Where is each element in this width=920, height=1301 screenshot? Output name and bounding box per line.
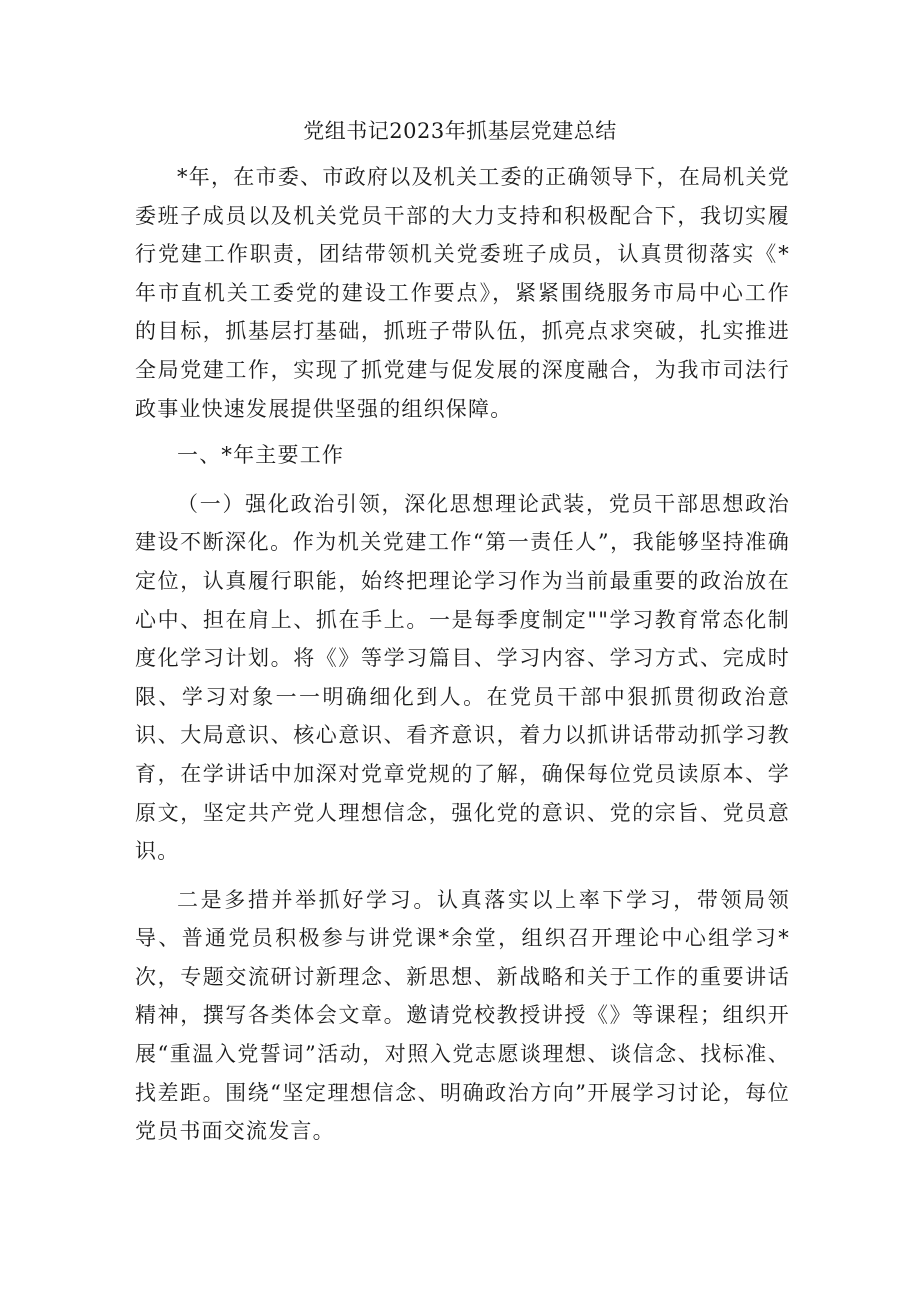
document-title: 党组书记2023年抓基层党建总结	[303, 119, 617, 143]
body-paragraph: 二是多措并举抓好学习。认真落实以上率下学习，带领局领导、普通党员积极参与讲党课*余堂，组织召开理论中心组学习*次，专题交流研讨新理念、新思想、新战略和关于工作的重要讲话精神，撰写各类体会文章。邀请党校教授讲授《》等课程；组织开展“重温入党誓词”活动，对照入党志愿谈理想、谈信念、找标准、找差距。围绕“坚定理想信念、明确政治方向”开展学习讨论，每位党员书面交流发言。	[135, 887, 790, 1144]
intro-paragraph: *年，在市委、市政府以及机关工委的正确领导下，在局机关党委班子成员以及机关党员干部的大力支持和积极配合下，我切实履行党建工作职责，团结带领机关党委班子成员，认真贯彻落实《*年市直机关工委党的建设工作要点》，紧紧围绕服务市局中心工作的目标，抓基层打基础，抓班子带队伍，抓亮点求突破，扎实推进全局党建工作，实现了抓党建与促发展的深度融合，为我市司法行政事业快速发展提供坚强的组织保障。	[135, 165, 790, 421]
section-heading: 一、*年主要工作	[177, 443, 345, 468]
document-body	[135, 158, 790, 1151]
subsection-paragraph: （一）强化政治引领，深化思想理论武装，党员干部思想政治建设不断深化。作为机关党建工作“第一责任人”，我能够坚持准确定位，认真履行职能，始终把理论学习作为当前最重要的政治放在心中、担在肩上、抓在手上。一是每季度制定""学习教育常态化制度化学习计划。将《》等学习篇目、学习内容、学习方式、完成时限、学习对象一一明确细化到人。在党员干部中狠抓贯彻政治意识、大局意识、核心意识、看齐意识，着力以抓讲话带动抓学习教育，在学讲话中加深对党章党规的了解，确保每位党员读原本、学原文，坚定共产党人理想信念，强化党的意识、党的宗旨、党员意识。	[135, 491, 790, 864]
